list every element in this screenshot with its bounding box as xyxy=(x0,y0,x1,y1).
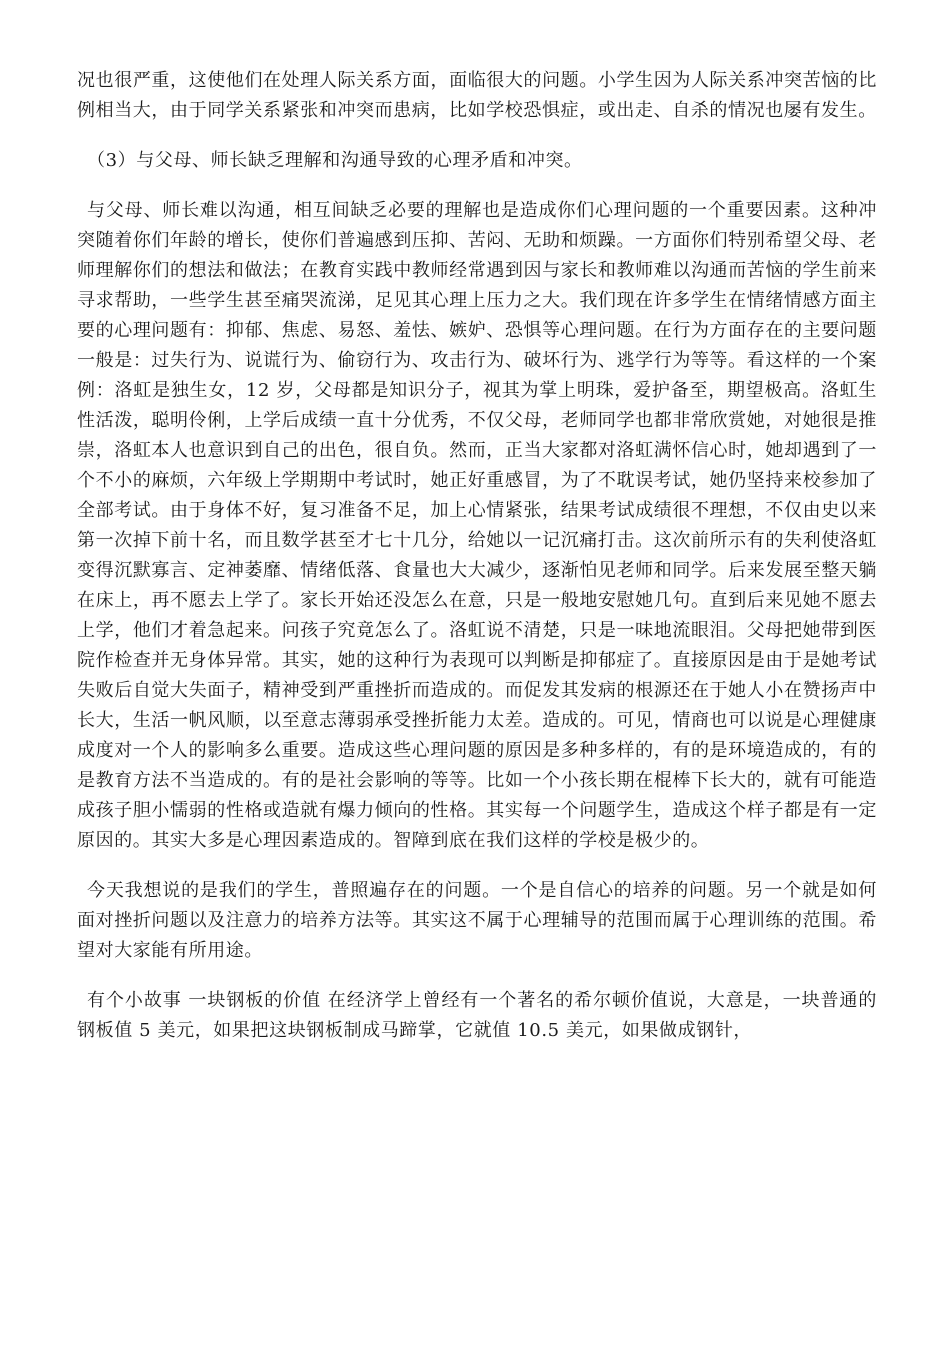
paragraph-common-problems: 今天我想说的是我们的学生，普照遍存在的问题。一个是自信心的培养的问题。另一个就是如何面对挫折问题以及注意力的培养方法等。其实这不属于心理辅导的范围而属于心理训练的范围。希望对大家能有所用途。 xyxy=(77,880,877,961)
paragraph-steel-plate-story: 有个小故事 一块钢板的价值 在经济学上曾经有一个著名的希尔顿价值说，大意是，一块普通的钢板值 5 美元，如果把这块钢板制成马蹄掌，它就值 10.5 美元，如果做成钢针， xyxy=(77,990,877,1041)
section-heading-parent-teacher-conflict: （3）与父母、师长缺乏理解和沟通导致的心理矛盾和冲突。 xyxy=(87,150,583,171)
paragraph-communication-case-study: 与父母、师长难以沟通，相互间缺乏必要的理解也是造成你们心理问题的一个重要因素。这种冲突随着你们年龄的增长，使你们普遍感到压抑、苦闷、无助和烦躁。一方面你们特别希望父母、老师理解你们的想法和做法；在教育实践中教师经常遇到因与家长和教师难以沟通而苦恼的学生前来寻求帮助，一些学生甚至痛哭流涕，足见其心理上压力之大。我们现在许多学生在情绪情感方面主要的心理问题有：抑郁、焦虑、易怒、羞怯、嫉妒、恐惧等心理问题。在行为方面存在的主要问题一般是：过失行为、说谎行为、偷窃行为、攻击行为、破坏行为、逃学行为等等。看这样的一个案例：洛虹是独生女，12 岁，父母都是知识分子，视其为掌上明珠，爱护备至，期望极高。洛虹生性活泼，聪明伶俐，上学后成绩一直十分优秀，不仅父母，老师同学也都非常欣赏她，对她很是推崇，洛虹本人也意识到自己的出色，很自负。然而，正当大家都对洛虹满怀信心时，她却遇到了一个不小的麻烦，六年级上学期期中考试时，她正好重感冒，为了不耽误考试，她仍坚持来校参加了全部考试。由于身体不好，复习准备不足，加上心情紧张，结果考试成绩很不理想，不仅由史以来第一次掉下前十名，而且数学甚至才七十几分，给她以一记沉痛打击。这次前所示有的失利使洛虹变得沉默寡言、定神萎靡、情绪低落、食量也大大减少，逐渐怕见老师和同学。后来发展至整天躺在床上，再不愿去上学了。家长开始还没怎么在意，只是一般地安慰她几句。直到后来见她不愿去上学，他们才着急起来。问孩子究竟怎么了。洛虹说不清楚，只是一味地流眼泪。父母把她带到医院作检查并无身体异常。其实，她的这种行为表现可以判断是抑郁症了。直接原因是由于是她考试失败后自觉大失面子，精神受到严重挫折而造成的。而促发其发病的根源还在于她人小在赞扬声中长大，生活一帆风顺，以至意志薄弱承受挫折能力太差。造成的。可见，情商也可以说是心理健康成度对一个人的影响多么重要。造成这些心理问题的原因是多种多样的，有的是环境造成的，有的是教育方法不当造成的。有的是社会影响的等等。比如一个小孩长期在棍棒下长大的，就有可能造成孩子胆小懦弱的性格或造就有爆力倾向的性格。其实每一个问题学生，造成这个样子都是有一定原因的。其实大多是心理因素造成的。智障到底在我们这样的学校是极少的。 xyxy=(77,200,877,851)
document-page xyxy=(77,66,877,1066)
paragraph-interpersonal-conflict: 况也很严重，这使他们在处理人际关系方面，面临很大的问题。小学生因为人际关系冲突苦恼的比例相当大，由于同学关系紧张和冲突而患病，比如学校恐惧症，或出走、自杀的情况也屡有发生。 xyxy=(77,70,877,121)
